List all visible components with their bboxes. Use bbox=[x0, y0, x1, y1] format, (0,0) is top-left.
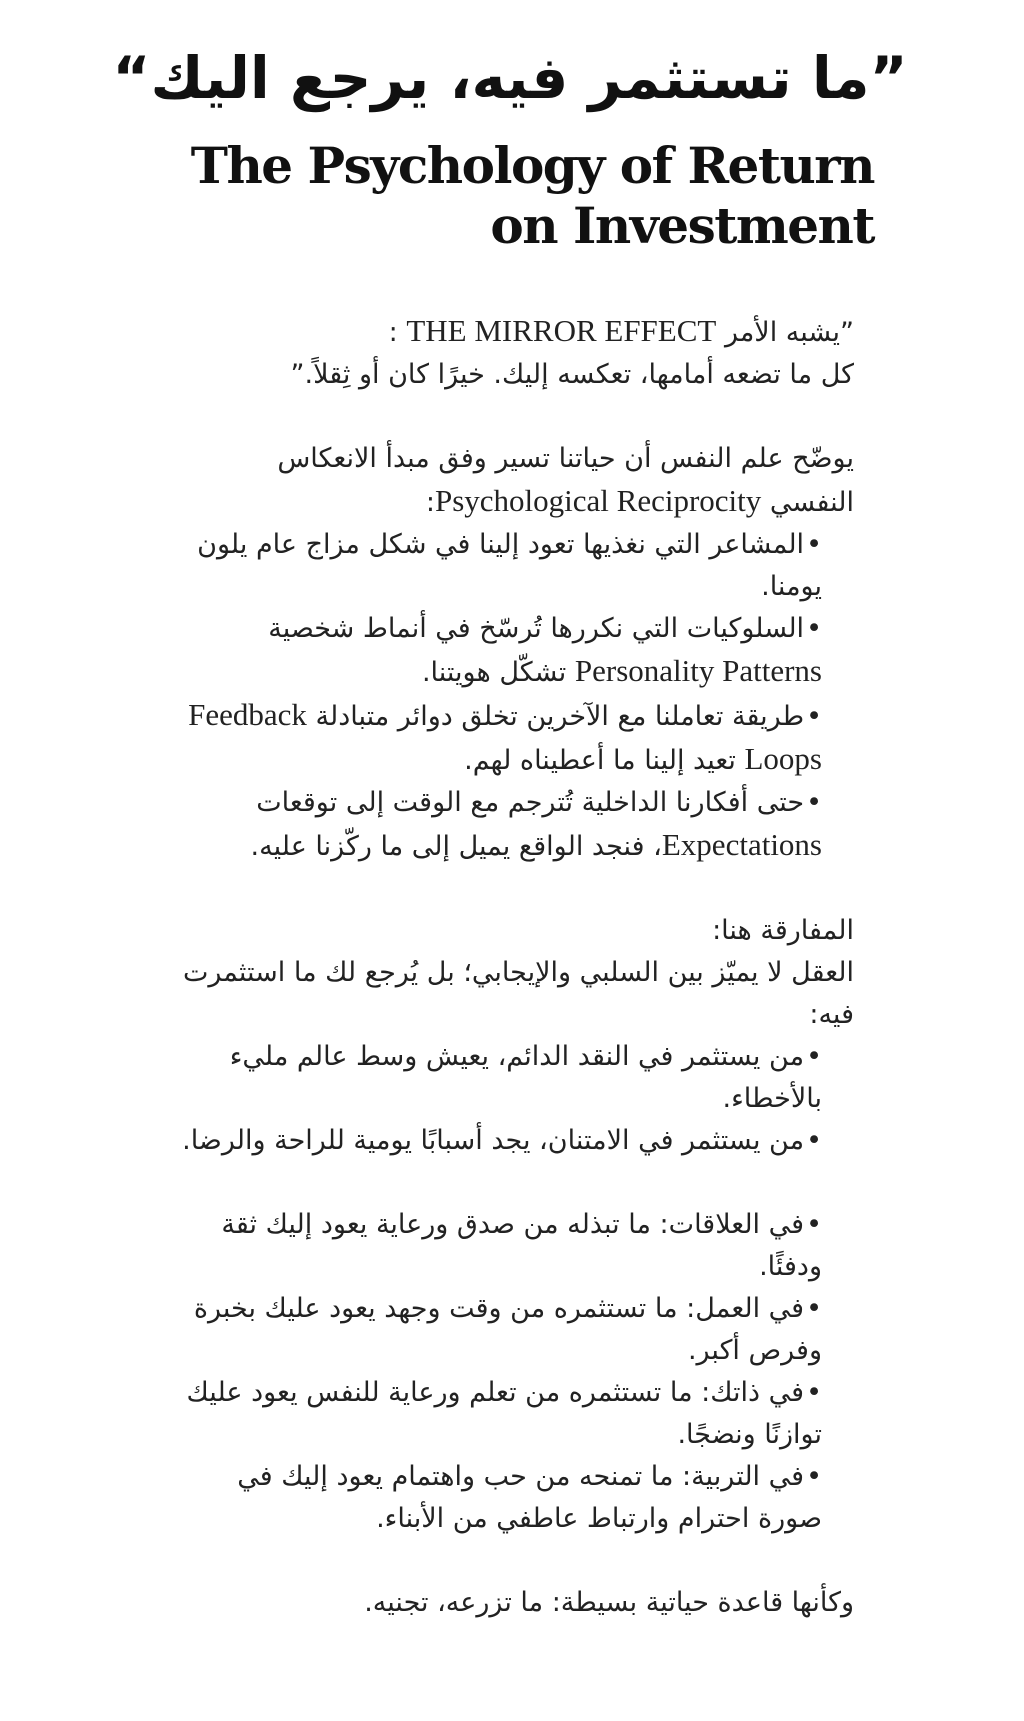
english-title-line-1: The Psychology of Return bbox=[190, 136, 874, 195]
bullet-text: حتى أفكارنا الداخلية تُترجم مع الوقت إلى توقعات bbox=[256, 787, 805, 818]
bullet-text: تشكّل هويتنا. bbox=[421, 657, 567, 688]
bullet-icon: • bbox=[806, 1125, 822, 1156]
bullet-text: في العمل: ما تستثمره من وقت وجهد يعود عليك بخبرة وفرص أكبر. bbox=[193, 1293, 822, 1366]
section1-bullet bbox=[174, 524, 854, 608]
bullet-text: من يستثمر في النقد الدائم، يعيش وسط عالم مليء بالأخطاء. bbox=[229, 1041, 822, 1114]
intro-english-term: Psychological Reciprocity bbox=[434, 483, 762, 518]
intro-colon: : bbox=[425, 487, 435, 518]
spacer bbox=[174, 1162, 854, 1204]
bullet-icon: • bbox=[806, 613, 822, 644]
section2-intro: العقل لا يميّز بين السلبي والإيجابي؛ بل يُرجع لك ما استثمرت فيه: bbox=[182, 957, 854, 1030]
bullet-icon: • bbox=[806, 1293, 822, 1324]
bullet-text: في التربية: ما تمنحه من حب واهتمام يعود إليك في صورة احترام وارتباط عاطفي من الأبناء. bbox=[237, 1461, 822, 1534]
bullet-icon: • bbox=[806, 1041, 822, 1072]
bullet-text: السلوكيات التي نكررها تُرسّخ في أنماط شخصية bbox=[268, 613, 805, 644]
english-title bbox=[114, 136, 874, 256]
mirror-effect-quote-line-2: كل ما تضعه أمامها، تعكسه إليك. خيرًا كان أو ثِقلاً.” bbox=[290, 359, 854, 390]
section2-bullet bbox=[174, 1036, 854, 1120]
bullet-icon: • bbox=[806, 787, 822, 818]
conclusion: وكأنها قاعدة حياتية بسيطة: ما تزرعه، تجنيه. bbox=[364, 1587, 854, 1618]
bullet-text: طريقة تعاملنا مع الآخرين تخلق دوائر متبادلة bbox=[315, 701, 805, 732]
arabic-title: ”ما تستثمر فيه، يرجع اليك“ bbox=[112, 44, 908, 112]
bullet-icon: • bbox=[806, 1377, 822, 1408]
section3-bullet-self bbox=[174, 1372, 854, 1456]
section3-bullet-parenting bbox=[174, 1456, 854, 1540]
bullet-icon: • bbox=[806, 529, 822, 560]
section1-bullet bbox=[174, 694, 854, 782]
article-body bbox=[174, 310, 854, 1624]
quote-english-term: THE MIRROR EFFECT bbox=[406, 313, 717, 348]
bullet-text: في ذاتك: ما تستثمره من تعلم ورعاية للنفس يعود عليك توازنًا ونضجًا. bbox=[186, 1377, 822, 1450]
spacer bbox=[174, 1540, 854, 1582]
intro-arabic: النفسي bbox=[769, 487, 854, 518]
section1-bullet bbox=[174, 608, 854, 694]
english-title-line-2: on Investment bbox=[490, 196, 874, 255]
section2-heading: المفارقة هنا: bbox=[712, 915, 854, 946]
section1-intro-line-1: يوضّح علم النفس أن حياتنا تسير وفق مبدأ الانعكاس bbox=[277, 443, 854, 474]
spacer bbox=[174, 868, 854, 910]
section2-bullet bbox=[174, 1120, 854, 1162]
quote-arabic: ”يشبه الأمر bbox=[724, 317, 854, 348]
spacer bbox=[174, 396, 854, 438]
bullet-text: المشاعر التي نغذيها تعود إلينا في شكل مزاج عام يلون يومنا. bbox=[197, 529, 822, 602]
bullet-text: في العلاقات: ما تبذله من صدق ورعاية يعود إليك ثقة ودفئًا. bbox=[221, 1209, 822, 1282]
bullet-text: ، فنجد الواقع يميل إلى ما ركّزنا عليه. bbox=[250, 831, 662, 862]
bullet-icon: • bbox=[806, 701, 822, 732]
bullet-english-term: Feedback Loops bbox=[188, 697, 822, 776]
bullet-text: من يستثمر في الامتنان، يجد أسبابًا يومية للراحة والرضا. bbox=[182, 1125, 805, 1156]
section3-bullet-relationships bbox=[174, 1204, 854, 1288]
bullet-icon: • bbox=[806, 1209, 822, 1240]
bullet-english-term: Personality Patterns bbox=[574, 653, 822, 688]
bullet-icon: • bbox=[806, 1461, 822, 1492]
section1-intro-line-2 bbox=[174, 480, 854, 524]
section3-bullet-work bbox=[174, 1288, 854, 1372]
mirror-effect-quote-line-1 bbox=[174, 310, 854, 354]
quote-colon: : bbox=[388, 317, 398, 348]
bullet-text: تعيد إلينا ما أعطيناه لهم. bbox=[464, 745, 736, 776]
section1-bullet bbox=[174, 782, 854, 868]
bullet-english-term: Expectations bbox=[661, 827, 822, 862]
